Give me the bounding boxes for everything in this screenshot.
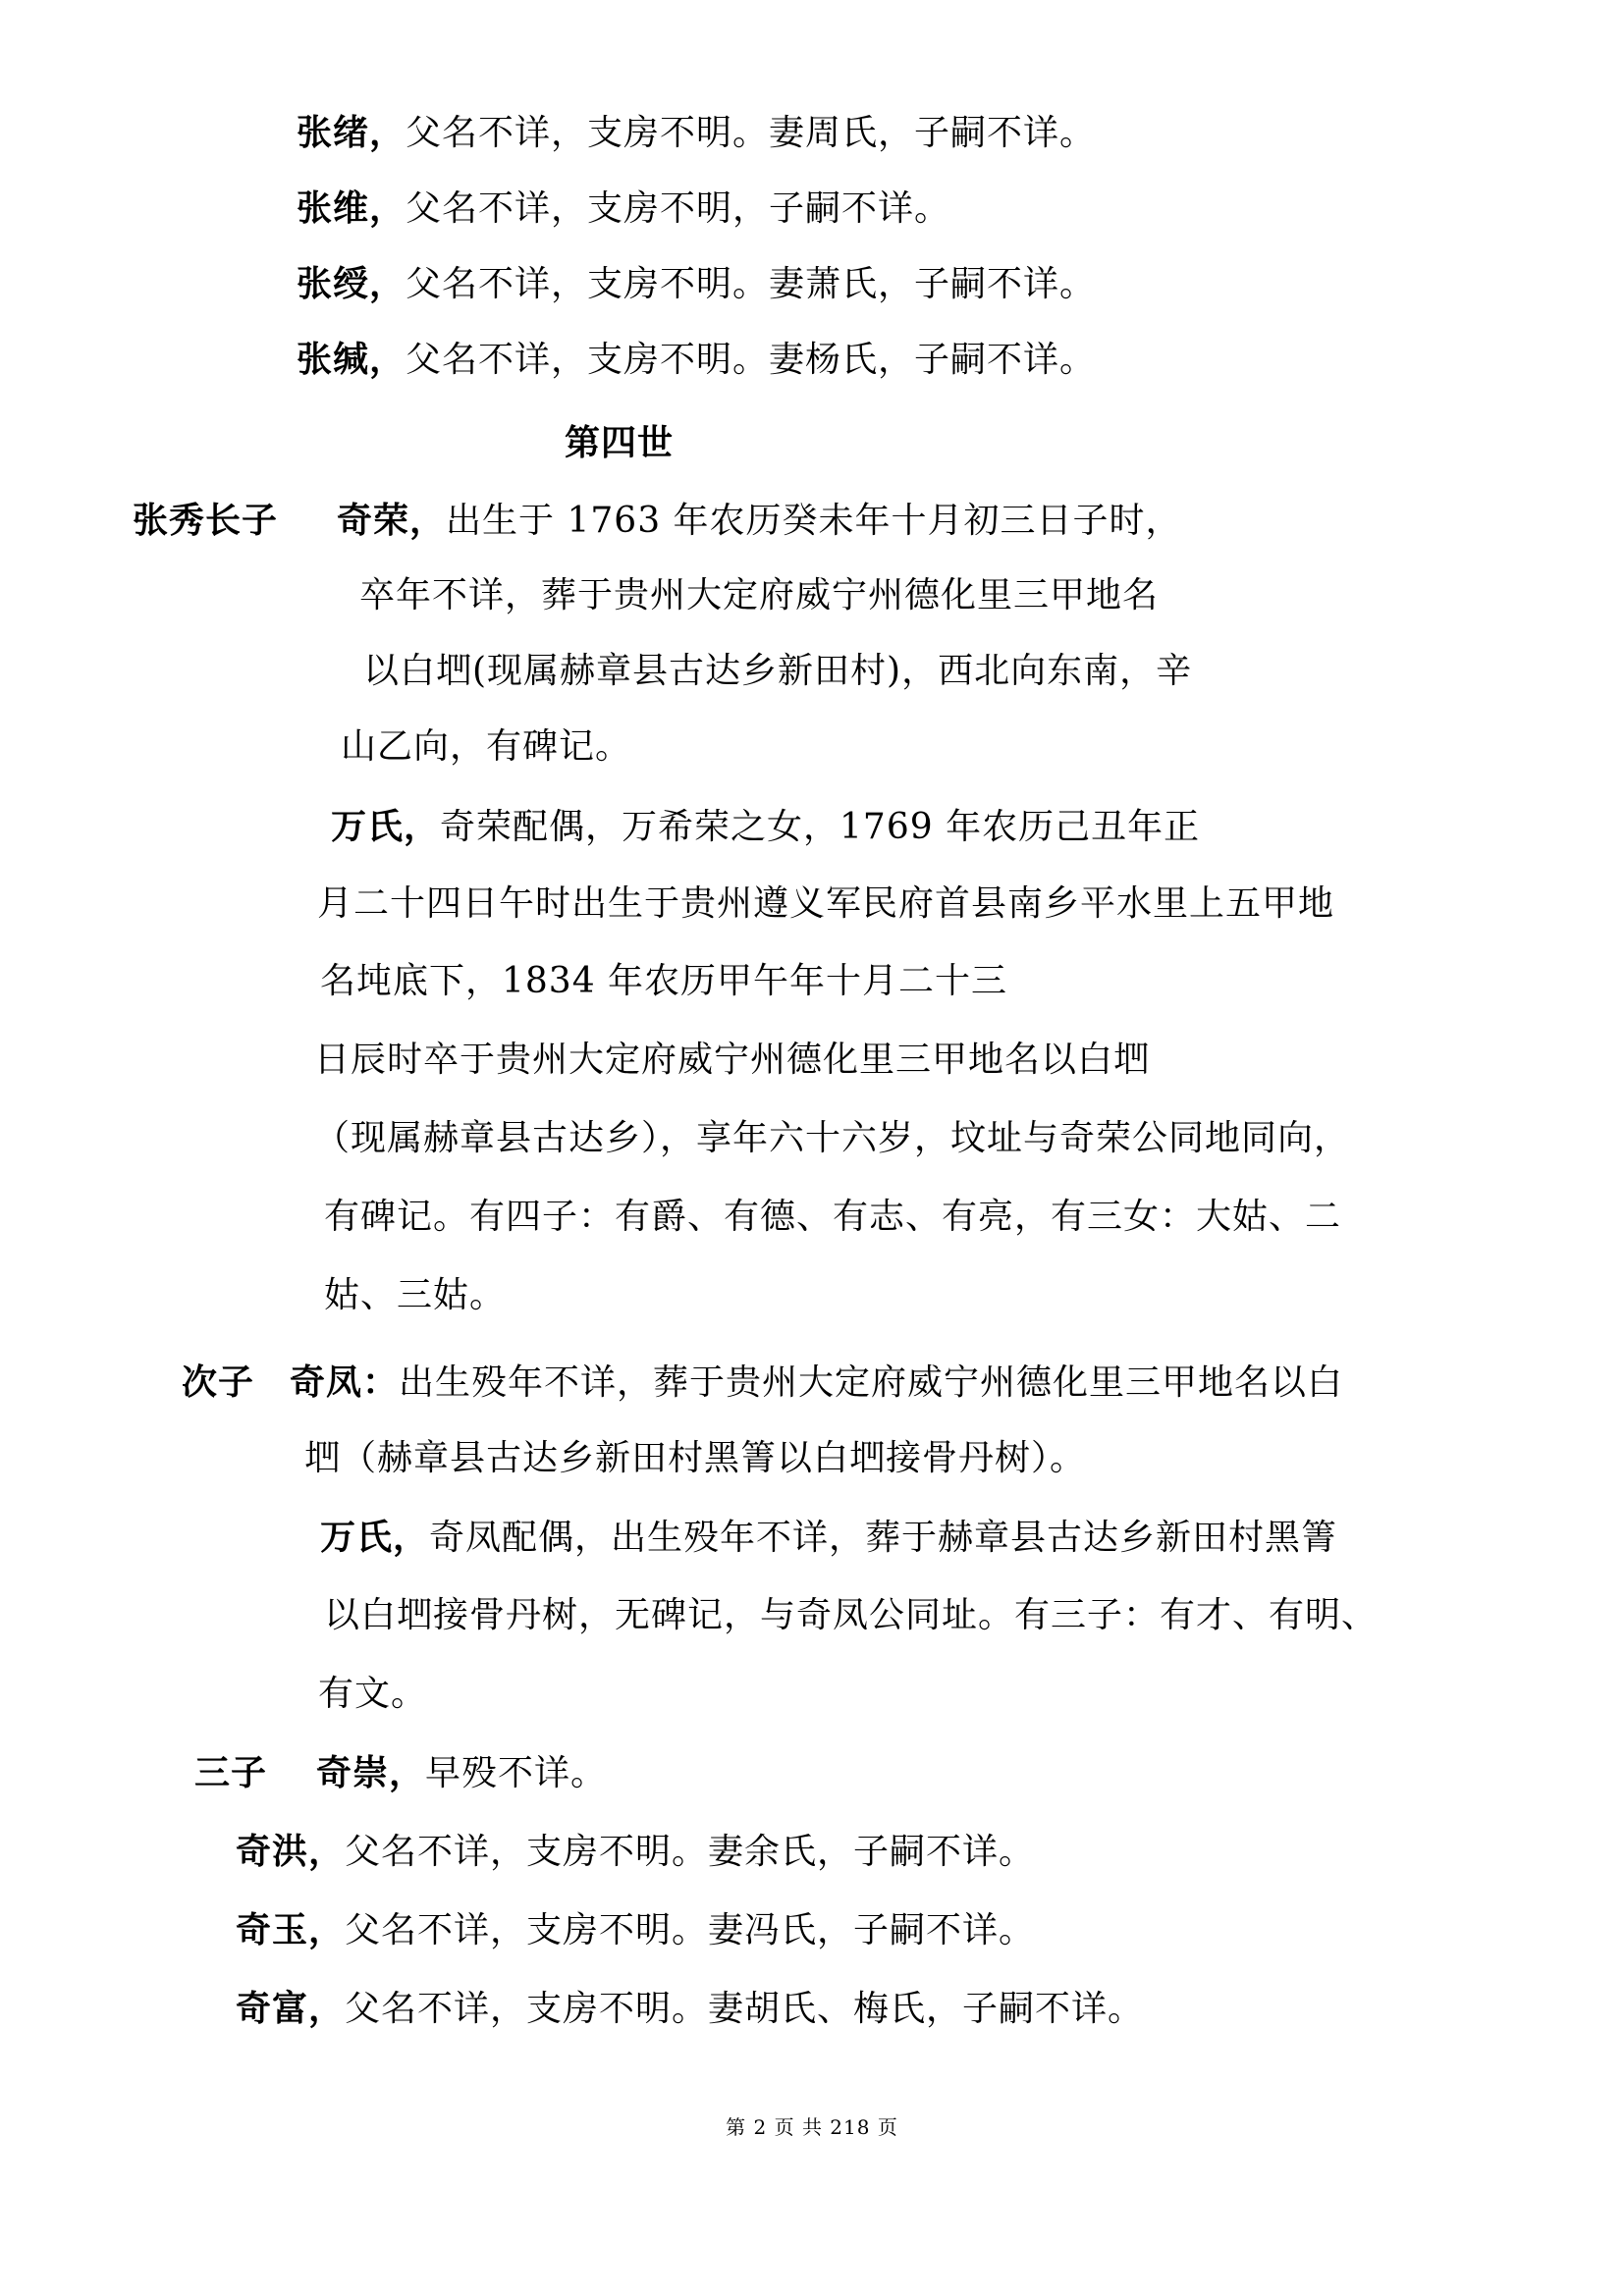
- relation-label: 次子: [182, 1362, 255, 1403]
- entry-text: 以白垇接骨丹树，无碑记，与奇凤公同址。有三子：有才、有明、: [324, 1595, 1379, 1635]
- entry-text: 有碑记。有四子：有爵、有德、有志、有亮，有三女：大姑、二: [324, 1197, 1342, 1237]
- person-name: 奇洪，: [236, 1831, 346, 1872]
- generation-heading: 第四世: [565, 422, 675, 463]
- entry-zhang-xu: [297, 108, 1096, 158]
- entry-text: （现属赫章县古达乡），享年六十六岁，坟址与奇荣公同地同向，: [314, 1118, 1351, 1158]
- entry-text: 早殁不详。: [425, 1753, 608, 1793]
- page-footer: 第 2 页 共 218 页: [726, 2115, 898, 2139]
- third-son-entry: [194, 1748, 607, 1798]
- entry-text: 月二十四日午时出生于贵州遵义军民府首县南乡平水里上五甲地: [317, 883, 1335, 924]
- person-name: 奇玉，: [236, 1909, 346, 1950]
- entry-text: 父名不详，支房不明，子嗣不详。: [406, 188, 951, 229]
- entry-zhang-wei: [297, 184, 950, 234]
- entry-text: 奇凤配偶，出生殁年不详，葬于赫章县古达乡新田村黑箐: [429, 1518, 1338, 1558]
- spouse-entry: [320, 1513, 1337, 1563]
- entry-zhang-shou: [297, 259, 1096, 309]
- person-name: 张绶，: [297, 263, 406, 304]
- spouse-name: 万氏，: [331, 806, 441, 847]
- person-name: 张缄，: [297, 339, 406, 380]
- entry-text: 出生于 1763 年农历癸未年十月初三日子时，: [446, 501, 1182, 541]
- entry-qi-hong: [236, 1827, 1035, 1877]
- entry-text: 日辰时卒于贵州大定府威宁州德化里三甲地名以白垇: [314, 1040, 1151, 1080]
- entry-zhang-jian: [297, 335, 1096, 385]
- person-name: 奇凤：: [290, 1362, 400, 1403]
- entry-text: 有文。: [318, 1674, 428, 1714]
- entry-text: 父名不详，支房不明。妻萧氏，子嗣不详。: [406, 264, 1097, 304]
- entry-text: 以白垇(现属赫章县古达乡新田村)，西北向东南，辛: [363, 651, 1193, 691]
- person-name: 张维，: [297, 187, 406, 229]
- spouse-name: 万氏，: [320, 1517, 430, 1558]
- person-name: 奇崇，: [316, 1752, 426, 1793]
- entry-text: 父名不详，支房不明。妻余氏，子嗣不详。: [345, 1832, 1036, 1872]
- relation-label: 张秀长子: [133, 500, 279, 541]
- entry-text: 垇（赫章县古达乡新田村黑箐以白垇接骨丹树）。: [304, 1438, 1087, 1478]
- person-name: 奇富，: [236, 1988, 346, 2029]
- spouse-entry: [331, 802, 1200, 852]
- relation-label: 三子: [194, 1752, 268, 1793]
- second-son-entry: [182, 1358, 1343, 1408]
- entry-text: 父名不详，支房不明。妻冯氏，子嗣不详。: [345, 1910, 1036, 1950]
- entry-qi-fu: [236, 1984, 1144, 2034]
- entry-text: 父名不详，支房不明。妻杨氏，子嗣不详。: [406, 340, 1097, 380]
- person-name: 张绪，: [297, 112, 406, 153]
- entry-text: 父名不详，支房不明。妻周氏，子嗣不详。: [406, 113, 1097, 153]
- entry-text: 山乙向，有碑记。: [341, 726, 632, 767]
- person-name: 奇荣，: [337, 500, 447, 541]
- entry-text: 卒年不详，葬于贵州大定府威宁州德化里三甲地名: [359, 575, 1160, 615]
- entry-text: 父名不详，支房不明。妻胡氏、梅氏，子嗣不详。: [345, 1989, 1145, 2029]
- entry-text: 出生殁年不详，葬于贵州大定府威宁州德化里三甲地名以白: [399, 1362, 1344, 1403]
- eldest-son-entry: [133, 496, 1182, 546]
- entry-qi-yu: [236, 1905, 1035, 1955]
- entry-text: 奇荣配偶，万希荣之女，1769 年农历己丑年正: [440, 807, 1201, 847]
- entry-text: 名坉底下，1834 年农历甲午年十月二十三: [320, 961, 1008, 1001]
- entry-text: 姑、三姑。: [324, 1275, 507, 1315]
